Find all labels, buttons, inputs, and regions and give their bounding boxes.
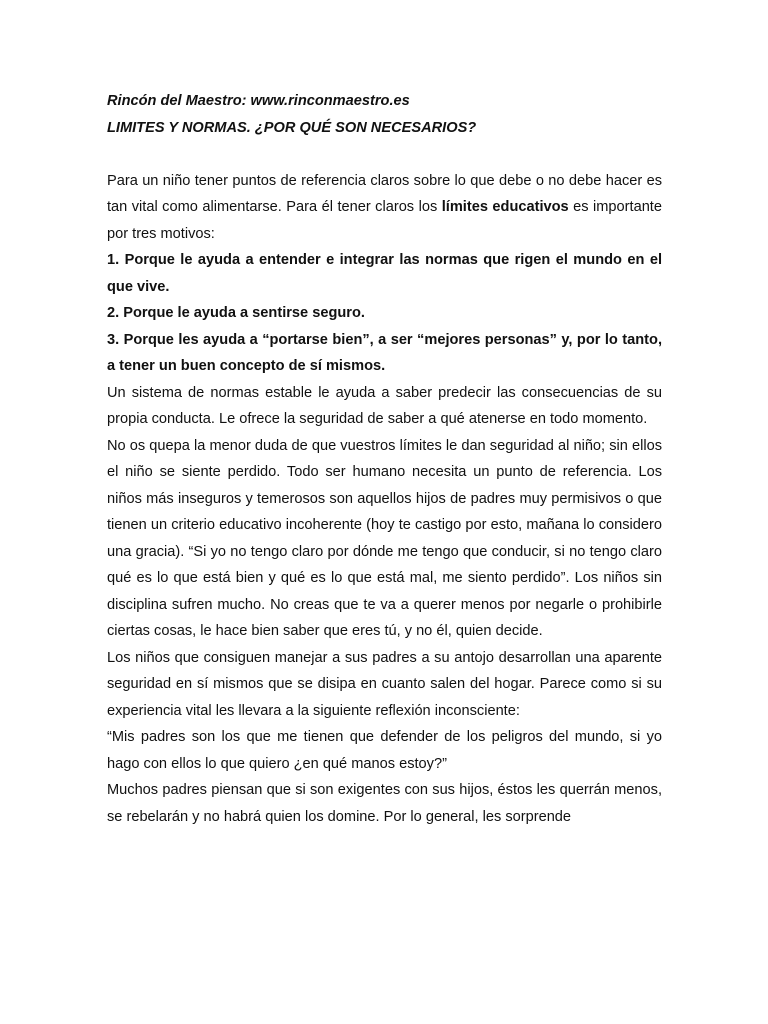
reason-1: 1. Porque le ayuda a entender e integrar las normas que rigen el mundo en el que vive.	[107, 252, 662, 295]
reason-3: 3. Porque les ayuda a “portarse bien”, a ser “mejores personas” y, por lo tanto, a tener un buen concepto de sí mismos.	[107, 331, 662, 374]
body-paragraph: Los niños que consiguen manejar a sus padres a su antojo desarrollan una aparente seguridad en sí mismos que se disipa en cuanto salen del hogar. Parece como si su experiencia vital les llevara a la siguiente reflexión inconsciente:	[107, 649, 662, 719]
reason-2: 2. Porque le ayuda a sentirse seguro.	[107, 305, 365, 321]
intro-text-end: es importante por tres motivos:	[107, 199, 662, 242]
intro-paragraph	[107, 168, 662, 248]
quote-paragraph: “Mis padres son los que me tienen que defender de los peligros del mundo, si yo hago con ellos lo que quiero ¿en qué manos estoy?”	[107, 729, 662, 772]
header-line: Rincón del Maestro: www.rinconmaestro.es	[107, 93, 410, 109]
document-body	[107, 88, 662, 830]
body-paragraph: Muchos padres piensan que si son exigentes con sus hijos, éstos les querrán menos, se rebelarán y no habrá quien los domine. Por lo general, les sorprende	[107, 782, 662, 825]
document-title: LIMITES Y NORMAS. ¿POR QUÉ SON NECESARIOS?	[107, 119, 477, 136]
blank-line	[107, 141, 662, 168]
body-paragraph: Un sistema de normas estable le ayuda a saber predecir las consecuencias de su propia conducta. Le ofrece la seguridad de saber a qué atenerse en todo momento.	[107, 384, 662, 427]
intro-bold-term: límites educativos	[441, 199, 569, 215]
body-paragraph: No os quepa la menor duda de que vuestros límites le dan seguridad al niño; sin ellos el niño se siente perdido. Todo ser humano necesita un punto de referencia. Los niños más inseguros y temerosos son aquellos hijos de padres muy permisivos o que tienen un criterio educativo incoherente (hoy te castigo por esto, mañana lo considero una gracia). “Si yo no tengo claro por dónde me tengo que conducir, si no tengo claro qué es lo que está bien y qué es lo que está mal, me siento perdido”. Los niños sin disciplina sufren mucho. No creas que te va a querer menos por negarle o prohibirle ciertas cosas, le hace bien saber que eres tú, y no él, quien decide.	[107, 437, 662, 639]
intro-text-start: Para un niño tener puntos de referencia claros sobre lo que debe o no debe hacer es tan vital como alimentarse. Para él tener claros los	[107, 172, 662, 215]
